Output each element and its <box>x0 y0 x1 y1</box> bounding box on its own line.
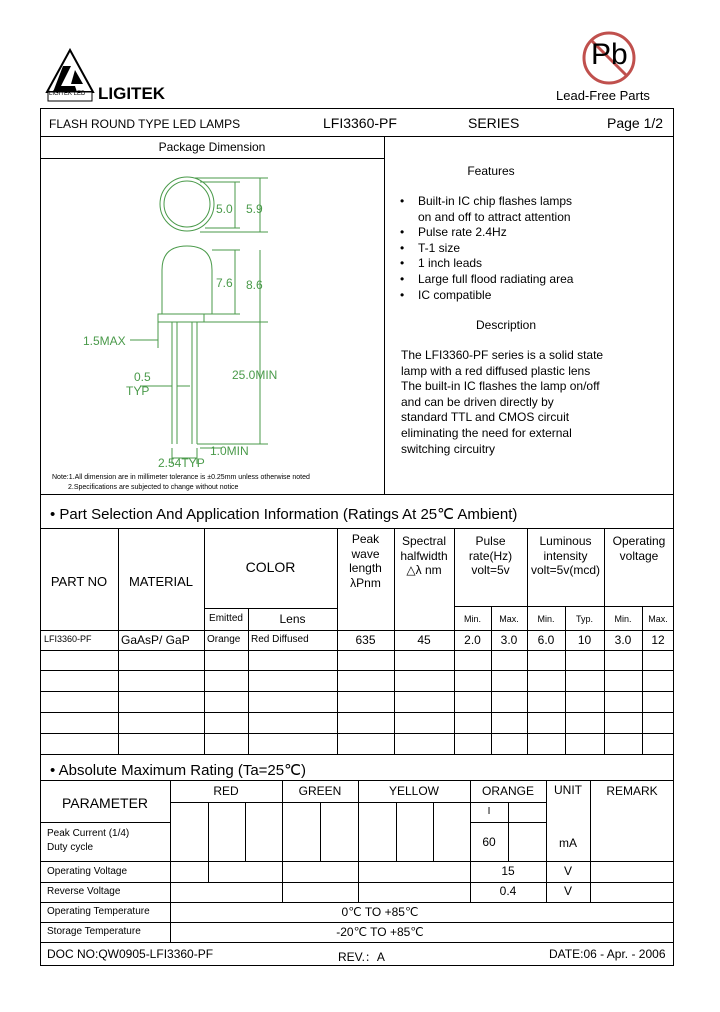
hdr-emitted: Emitted <box>209 613 243 624</box>
lead-free-label: Lead-Free Parts <box>556 88 650 103</box>
part-section-title: • Part Selection And Application Information (Ratings At 25℃ Ambient) <box>50 506 518 523</box>
value-operating-voltage: 15 <box>501 864 515 878</box>
hdr-yellow: YELLOW <box>388 784 439 798</box>
company-name: LIGITEK <box>98 84 166 103</box>
value-reverse-voltage: 0.4 <box>499 884 517 898</box>
cell-material: GaAsP/ GaP <box>121 633 190 647</box>
hdr-op-min: Min. <box>614 614 632 624</box>
cell-lum-min: 6.0 <box>537 633 555 647</box>
cell-part-no: LFI3360-PF <box>44 634 92 644</box>
dim-7-6: 7.6 <box>216 276 233 290</box>
cell-op-min: 3.0 <box>614 633 632 647</box>
hdr-remark: REMARK <box>606 784 658 798</box>
hdr-lens: Lens <box>279 612 306 626</box>
abs-section-title: • Absolute Maximum Rating (Ta=25℃) <box>50 762 306 779</box>
param-storage-temp: Storage Temperature <box>47 926 141 937</box>
package-note-2: 2.Specifications are subjected to change without notice <box>68 484 239 491</box>
value-storage-temp: -20℃ TO +85℃ <box>336 925 424 939</box>
feature-item: • Large full flood radiating area <box>400 271 574 286</box>
param-operating-temp: Operating Temperature <box>47 906 150 917</box>
hdr-lum-typ: Typ. <box>575 614 593 624</box>
hdr-part-no: PART NO <box>50 574 108 589</box>
product-type: FLASH ROUND TYPE LED LAMPS <box>49 117 241 131</box>
features-list <box>400 194 670 303</box>
cell-lum-typ: 10 <box>577 633 592 647</box>
description-line: The LFI3360-PF series is a solid state <box>401 348 604 362</box>
ligitek-logo <box>45 48 95 102</box>
dim-2-54typ: 2.54TYP <box>158 456 205 470</box>
description-line: The built-in IC flashes the lamp on/off <box>401 379 600 394</box>
pb-symbol: Pb <box>591 38 628 71</box>
logo-text: LIGITEK LED <box>49 91 86 97</box>
hdr-pulse-max: Max. <box>499 614 519 624</box>
hdr-op-max: Max. <box>648 614 668 624</box>
description-line: lamp with a red diffused plastic lens <box>401 363 591 378</box>
dim-5-9: 5.9 <box>246 202 263 216</box>
revision: REV.：A <box>338 950 385 964</box>
param-operating-voltage: Operating Voltage <box>47 866 128 877</box>
model-number: LFI3360-PF <box>323 115 397 131</box>
feature-item: • Pulse rate 2.4Hz <box>400 225 507 240</box>
param-duty-cycle: Duty cycle <box>47 842 94 853</box>
hdr-pulse: Pulse rate(Hz) volt=5v <box>468 534 513 577</box>
cell-pulse-max: 3.0 <box>500 633 518 647</box>
description-line: switching circuitry <box>401 441 496 456</box>
features-title: Features <box>467 164 515 178</box>
page-number: Page 1/2 <box>607 115 664 131</box>
hdr-spectral: Spectral halfwidth △λ nm <box>400 534 448 577</box>
led-dimension-drawing <box>40 158 384 478</box>
hdr-luminous: Luminous intensity volt=5v(mcd) <box>530 534 601 577</box>
hdr-material: MATERIAL <box>128 574 194 589</box>
dim-1-5max: 1.5MAX <box>83 334 126 348</box>
cell-lens: Red Diffused <box>251 634 309 645</box>
doc-date: DATE:06 - Apr. - 2006 <box>549 947 666 961</box>
description-line: standard TTL and CMOS circuit <box>401 410 570 425</box>
hdr-red: RED <box>213 784 239 798</box>
hdr-operating: Operating voltage <box>612 534 666 563</box>
hdr-lum-min: Min. <box>537 614 555 624</box>
package-title: Package Dimension <box>158 140 266 154</box>
doc-number: DOC NO:QW0905-LFI3360-PF <box>47 947 214 961</box>
description-text <box>401 348 671 457</box>
unit-operating-voltage: V <box>563 864 572 878</box>
dim-5-0: 5.0 <box>216 202 233 216</box>
hdr-parameter: PARAMETER <box>61 795 149 811</box>
dim-8-6: 8.6 <box>246 278 263 292</box>
param-peak-current: Peak Current (1/4) <box>47 828 130 839</box>
hdr-orange: ORANGE <box>481 784 534 798</box>
cell-peak: 635 <box>355 633 376 647</box>
description-title: Description <box>476 318 537 332</box>
unit-peak-current: mA <box>559 836 577 850</box>
dim-0-5: 0.5 <box>134 370 151 384</box>
hdr-peak: Peak wave length λPnm <box>349 532 382 590</box>
hdr-orange-sub: I <box>487 806 491 817</box>
dim-typ: TYP <box>126 384 150 398</box>
unit-reverse-voltage: V <box>563 884 572 898</box>
cell-pulse-min: 2.0 <box>464 633 481 647</box>
feature-item: on and off to attract attention <box>418 209 571 224</box>
cell-emitted: Orange <box>207 634 241 645</box>
dim-1-0min: 1.0MIN <box>210 444 249 458</box>
feature-item: • 1 inch leads <box>400 256 483 271</box>
hdr-unit: UNIT <box>554 783 582 797</box>
feature-item: • IC compatible <box>400 287 492 302</box>
feature-item: • T-1 size <box>400 240 461 255</box>
hdr-color: COLOR <box>245 559 296 575</box>
param-reverse-voltage: Reverse Voltage <box>47 886 121 897</box>
package-note-1: Note:1.All dimension are in millimeter tolerance is ±0.25mm unless otherwise noted <box>52 474 310 481</box>
feature-item: • Built-in IC chip flashes lamps <box>400 194 573 208</box>
hdr-pulse-min: Min. <box>463 614 481 624</box>
hdr-green: GREEN <box>298 784 342 798</box>
dim-25-0min: 25.0MIN <box>232 368 278 382</box>
lead-free-icon <box>577 30 641 86</box>
description-line: eliminating the need for external <box>401 425 572 440</box>
description-line: and can be driven directly by <box>401 394 554 409</box>
value-peak-current: 60 <box>482 835 496 849</box>
cell-op-max: 12 <box>651 633 665 647</box>
value-operating-temp: 0℃ TO +85℃ <box>341 905 419 919</box>
series-label: SERIES <box>468 115 520 131</box>
cell-spectral: 45 <box>417 633 431 647</box>
